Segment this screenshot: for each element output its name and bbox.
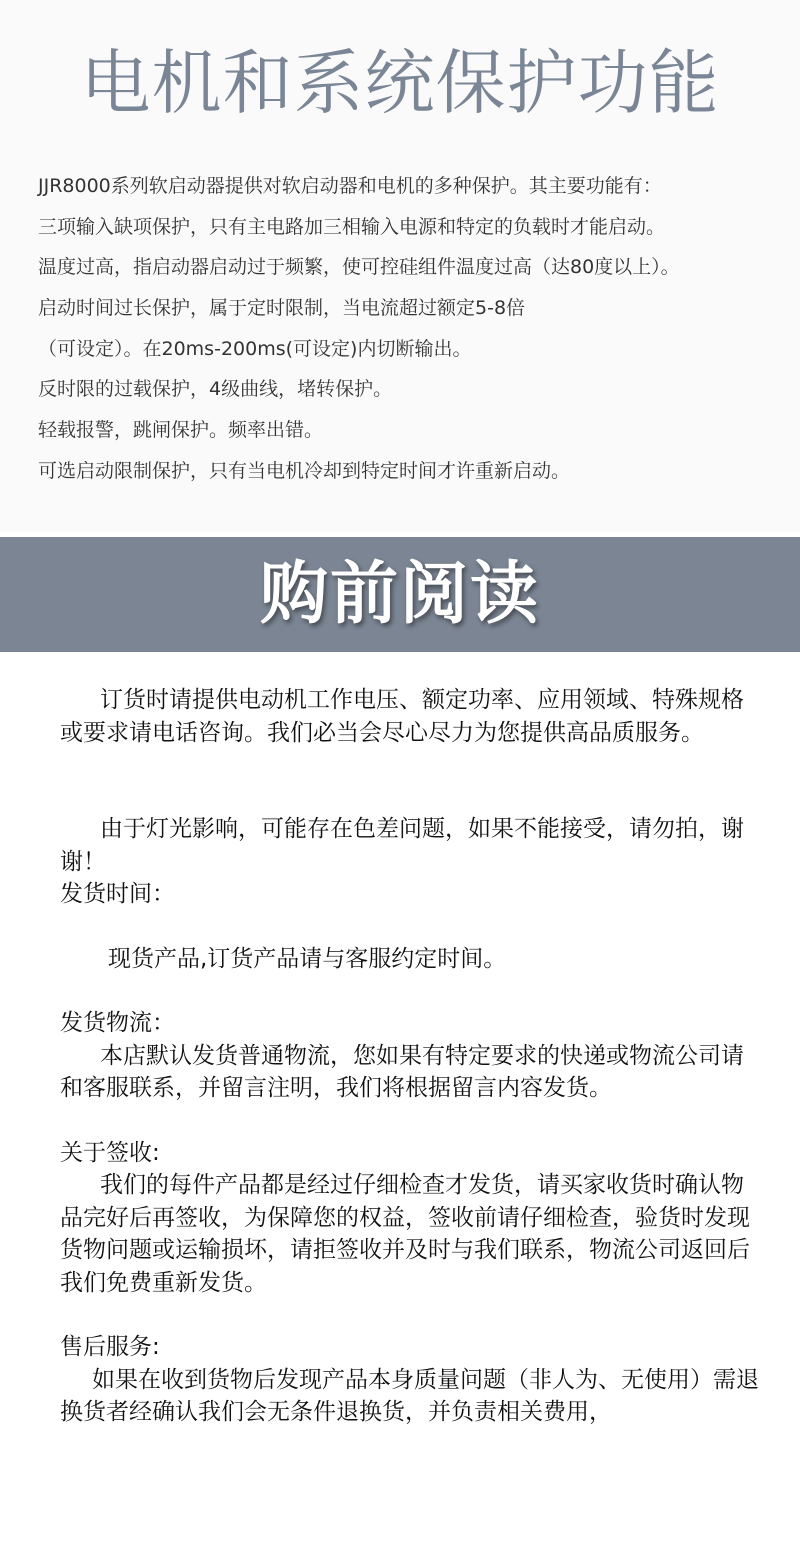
banner-title: 购前阅读	[259, 555, 540, 634]
spacer	[60, 1105, 760, 1137]
color-difference-paragraph: 由于灯光影响，可能存在色差问题，如果不能接受，请勿拍，谢谢！	[60, 816, 744, 875]
delivery-time-heading: 发货时间：	[60, 881, 175, 907]
purchase-notice	[60, 684, 760, 1429]
logistics-paragraph: 本店默认发货普通物流，您如果有特定要求的快递或物流公司请和客服联系，并留言注明，我们将根据留言内容发货。	[60, 1042, 744, 1101]
protection-line: 反时限的过载保护，4级曲线，堵转保护。	[38, 378, 393, 401]
protection-line: 轻载报警，跳闸保护。频率出错。	[38, 419, 324, 442]
protection-line: （可设定）。在20ms-200ms(可设定)内切断输出。	[38, 337, 472, 360]
order-info-paragraph: 订货时请提供电动机工作电压、额定功率、应用领域、特殊规格或要求请电话咨询。我们必当会尽心尽力为您提供高品质服务。	[60, 687, 744, 746]
protection-section	[0, 0, 800, 532]
protection-feature-list	[38, 166, 798, 492]
section-title: 电机和系统保护功能	[80, 42, 720, 124]
spacer	[60, 975, 760, 1007]
protection-line: 可选启动限制保护，只有当电机冷却到特定时间才许重新启动。	[38, 459, 571, 482]
delivery-time-text: 现货产品,订货产品请与客服约定时间。	[108, 945, 507, 972]
pre-purchase-banner	[0, 537, 800, 652]
aftersales-paragraph: 如果在收到货物后发现产品本身质量问题（非人为、无使用）需退换货者经确认我们会无条件退换货，并负责相关费用，	[60, 1366, 759, 1425]
aftersales-heading: 售后服务:	[60, 1334, 160, 1360]
spacer	[60, 911, 760, 943]
receipt-heading: 关于签收:	[60, 1139, 160, 1166]
spacer	[60, 749, 760, 813]
logistics-heading: 发货物流：	[60, 1010, 175, 1036]
receipt-paragraph: 我们的每件产品都是经过仔细检查才发货，请买家收货时确认物品完好后再签收，为保障您的权益，签收前请仔细检查，验货时发现货物问题或运输损坏，请拒签收并及时与我们联系，物流公司返回后我们免费重新发货。	[60, 1172, 750, 1296]
protection-line: 三项输入缺项保护，只有主电路加三相输入电源和特定的负载时才能启动。	[38, 215, 666, 238]
protection-line: JJR8000系列软启动器提供对软启动器和电机的多种保护。其主要功能有：	[38, 175, 662, 197]
protection-line: 启动时间过长保护，属于定时限制，当电流超过额定5-8倍	[38, 297, 526, 320]
protection-line: 温度过高，指启动器启动过于频繁，使可控硅组件温度过高（达80度以上）。	[38, 256, 680, 279]
spacer	[60, 1299, 760, 1331]
